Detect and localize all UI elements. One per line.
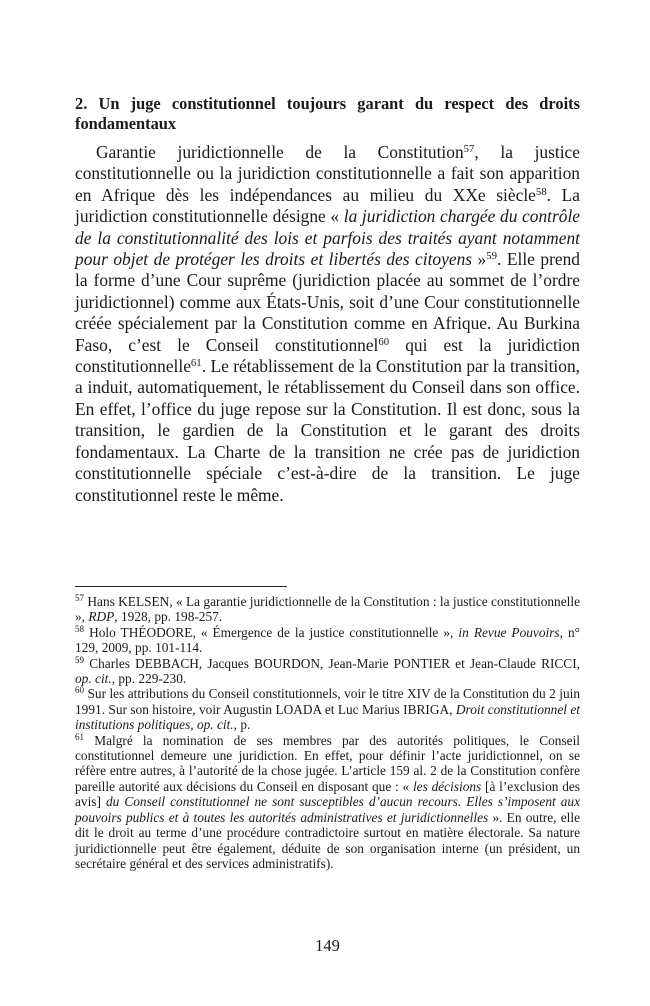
text-run: . Le rétablissement de la Constitution par la transition, a induit, automatiquement, le rétablissement du Conseil dans son office. En effet, l’office du juge repose sur la Constitution. Il est donc, sous la transition, le gardien de la Constitution et le garant des droits fondamentaux. La Charte de la transition ne crée pas de juridiction constitutionnelle spéciale c’est-à-dire de la transition. Le juge constitutionnel reste le même.	[75, 356, 580, 505]
text-run: . La juridiction constitutionnelle désigne «	[75, 184, 580, 227]
text-run: , pp. 229-230.	[111, 671, 187, 687]
text-run: qui est la juridiction constitutionnelle	[75, 334, 580, 377]
text-run: Hans KELSEN, « La garantie juridictionnelle de la Constitution : la justice constitutionnelle »,	[75, 594, 580, 625]
footnote-ref: 57	[463, 143, 475, 156]
text-run: ». En outre, elle dit le droit au terme d’une procédure contradictoire surtout en matière électorale. Sa nature juridictionnelle peut être également, déduite de son organisation interne (un président, un secrétaire général et des services administratifs).	[75, 809, 580, 871]
footnote-61	[75, 733, 580, 872]
section-heading: 2. Un juge constitutionnel toujours garant du respect des droits fondamentaux	[75, 94, 580, 133]
text-run: Charles DEBBACH, Jacques BOURDON, Jean-Marie PONTIER et Jean-Claude RICCI,	[84, 655, 580, 671]
italic-text: Droit constitutionnel et institutions politiques, op. cit.,	[75, 701, 580, 733]
text-run: »	[472, 249, 487, 270]
italic-text: les décisions	[412, 778, 482, 794]
footnote-number: 61	[75, 731, 85, 742]
footnote-number: 60	[75, 685, 85, 696]
footnote-58	[75, 625, 580, 656]
page-number: 149	[315, 936, 340, 955]
text-run: Sur les attributions du Conseil constitutionnels, voir le titre XIV de la Constitution du 2 juin 1991. Sur son histoire, voir Augustin LOADA et Luc Marius IBRIGA,	[75, 686, 580, 717]
italic-text: RDP	[88, 609, 115, 625]
footnote-ref: 60	[378, 335, 390, 348]
footnote-number: 59	[75, 654, 85, 665]
text-run: Holo THÉODORE, « Émergence de la justice constitutionnelle »,	[84, 624, 459, 640]
text-run: , 1928, pp. 198-257.	[114, 609, 223, 625]
footnotes	[75, 594, 580, 871]
body-paragraph	[75, 142, 580, 506]
italic-text: du Conseil constitutionnel ne sont susceptibles d’aucun recours. Elles s’imposent aux pouvoirs publics et à toutes les autorités administratives et juridictionnelles	[75, 794, 580, 825]
footnote-ref: 58	[535, 185, 547, 198]
footnote-separator	[75, 586, 287, 587]
footnote-ref: 59	[486, 250, 498, 263]
text-run: Garantie juridictionnelle de la Constitution	[96, 142, 464, 162]
footnote-59	[75, 656, 580, 687]
text-run: p.	[236, 717, 251, 733]
footnote-ref: 61	[190, 357, 202, 370]
text-run: [à l’exclusion des avis]	[75, 778, 580, 810]
italic-text: in Revue Pouvoirs	[458, 624, 560, 640]
text-run: Malgré la nomination de ses membres par des autorités politiques, le Conseil constitutionnel demeure une juridiction. En effet, pour définir l’acte juridictionnel, on se réfère entre autres, à l’autorité de la chose jugée. L’article 159 al. 2 de la Constitution confère pareille autorité aux décisions du Conseil en disposant que : «	[75, 732, 580, 794]
footnote-number: 58	[75, 623, 85, 634]
text-run: , la justice constitutionnelle ou la juridiction constitutionnelle a fait son apparition en Afrique dès les indépendances au milieu du XXe siècle	[75, 142, 580, 205]
text-run: . Elle prend la forme d’une Cour suprême (juridiction placée au sommet de l’ordre juridictionnel) comme aux États-Unis, soit d’une Cour constitutionnelle créée spécialement par la Constitution comme en Afrique. Au Burkina Faso, c’est le Conseil constitutionnel	[75, 249, 580, 355]
text-run: , n° 129, 2009, pp. 101-114.	[75, 624, 580, 656]
italic-text: la juridiction chargée du contrôle de la constitutionnalité des lois et parfois des traités ayant notamment pour objet de protéger les droits et libertés des citoyens	[75, 206, 580, 270]
footnote-57	[75, 594, 580, 625]
footnote-number: 57	[75, 593, 85, 604]
footnote-60	[75, 686, 580, 732]
italic-text: op. cit.	[75, 671, 112, 687]
